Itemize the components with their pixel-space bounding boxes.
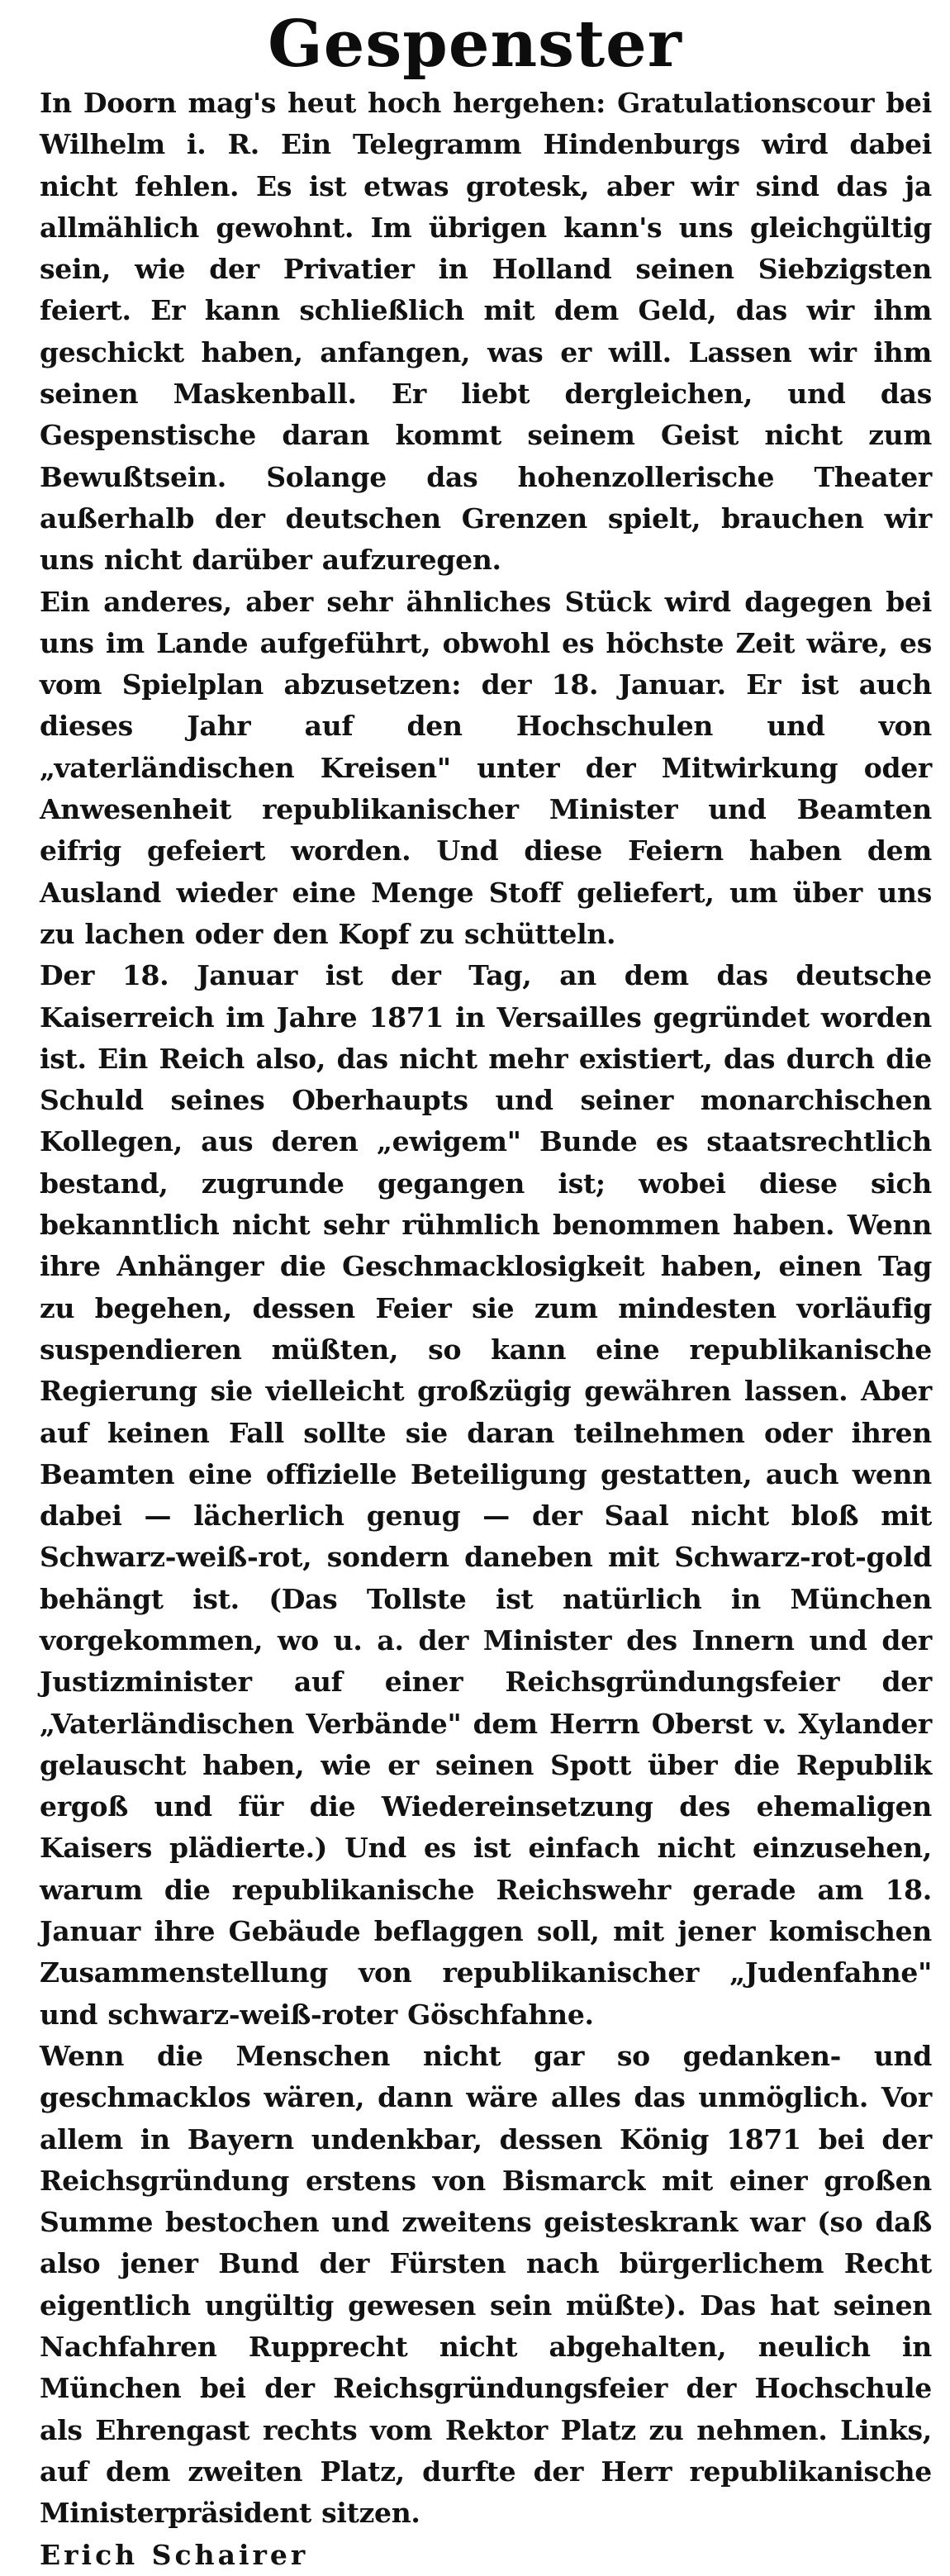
author-signature: Erich Schairer bbox=[40, 2538, 309, 2571]
article-paragraph-2: Ein anderes, aber sehr ähnliches Stück wird dagegen bei uns im Lande aufgeführt, obwohl es höchste Zeit wäre, es vom Spielplan abzusetzen: der 18. Januar. Er ist auch dieses Jahr auf den Hochschulen und von „vaterländischen Kreisen" unter der Mitwirkung oder Anwesenheit republikanischer Minister und Beamten eifrig gefeiert worden. Und diese Feiern haben dem Ausland wieder eine Menge Stoff geliefert, um über uns zu lachen oder den Kopf zu schütteln. bbox=[40, 585, 932, 950]
article-title: Gespenster bbox=[268, 7, 682, 82]
article-paragraph-4 bbox=[40, 2036, 932, 2576]
article-paragraph-3: Der 18. Januar ist der Tag, an dem das deutsche Kaiserreich im Jahre 1871 in Versailles gegründet worden ist. Ein Reich also, das nicht mehr existiert, das durch die Schuld seines Oberhaupts und seiner monarchischen Kollegen, aus deren „ewigem" Bunde es staatsrechtlich bestand, zugrunde gegangen ist; wobei diese sich bekanntlich nicht sehr rühmlich benommen haben. Wenn ihre Anhänger die Geschmacklosigkeit haben, einen Tag zu begehen, dessen Feier sie zum mindesten vorläufig suspendieren müßten, so kann eine republikanische Regierung sie vielleicht großzügig gewähren lassen. Aber auf keinen Fall sollte sie daran teilnehmen oder ihren Beamten eine offizielle Beteiligung gestatten, auch wenn dabei — lächerlich genug — der Saal nicht bloß mit Schwarz-weiß-rot, sondern daneben mit Schwarz-rot-gold behängt ist. (Das Tollste ist natürlich in München vorgekommen, wo u. a. der Minister des Innern und der Justizminister auf einer Reichsgründungsfeier der „Vaterländischen Verbände" dem Herrn Oberst v. Xylander gelauscht haben, wie er seinen Spott über die Republik ergoß und für die Wiedereinsetzung des ehemaligen Kaisers plädierte.) Und es ist einfach nicht einzusehen, warum die republikanische Reichswehr gerade am 18. Januar ihre Gebäude beflaggen soll, mit jener komischen Zusammenstellung von republikanischer „Judenfahne" und schwarz-weiß-roter Göschfahne. bbox=[40, 959, 932, 2031]
article-paragraph-4-text: Wenn die Menschen nicht gar so gedanken- und geschmacklos wären, dann wäre alles das unmöglich. Vor allem in Bayern undenkbar, dessen König 1871 bei der Reichsgründung erstens von Bismarck mit einer großen Summe bestochen und zweitens geisteskrank war (so daß also jener Bund der Fürsten nach bürgerlichem Recht eigentlich ungültig gewesen sein müßte). Das hat seinen Nachfahren Rupprecht nicht abgehalten, neulich in München bei der Reichsgründungsfeier der Hochschule als Ehrengast rechts vom Rektor Platz zu nehmen. Links, auf dem zweiten Platz, durfte der Herr republikanische Ministerpräsident sitzen. bbox=[40, 2039, 932, 2530]
article-body bbox=[40, 83, 932, 2576]
article-paragraph-1: In Doorn mag's heut hoch hergehen: Gratulationscour bei Wilhelm i. R. Ein Telegramm Hindenburgs wird dabei nicht fehlen. Es ist etwas grotesk, aber wir sind das ja allmählich gewohnt. Im übrigen kann's uns gleichgültig sein, wie der Privatier in Holland seinen Siebzigsten feiert. Er kann schließlich mit dem Geld, das wir ihm geschickt haben, anfangen, was er will. Lassen wir ihm seinen Maskenball. Er liebt dergleichen, und das Gespenstische daran kommt seinem Geist nicht zum Bewußtsein. Solange das hohenzollerische Theater außerhalb der deutschen Grenzen spielt, brauchen wir uns nicht darüber aufzuregen. bbox=[40, 87, 932, 577]
